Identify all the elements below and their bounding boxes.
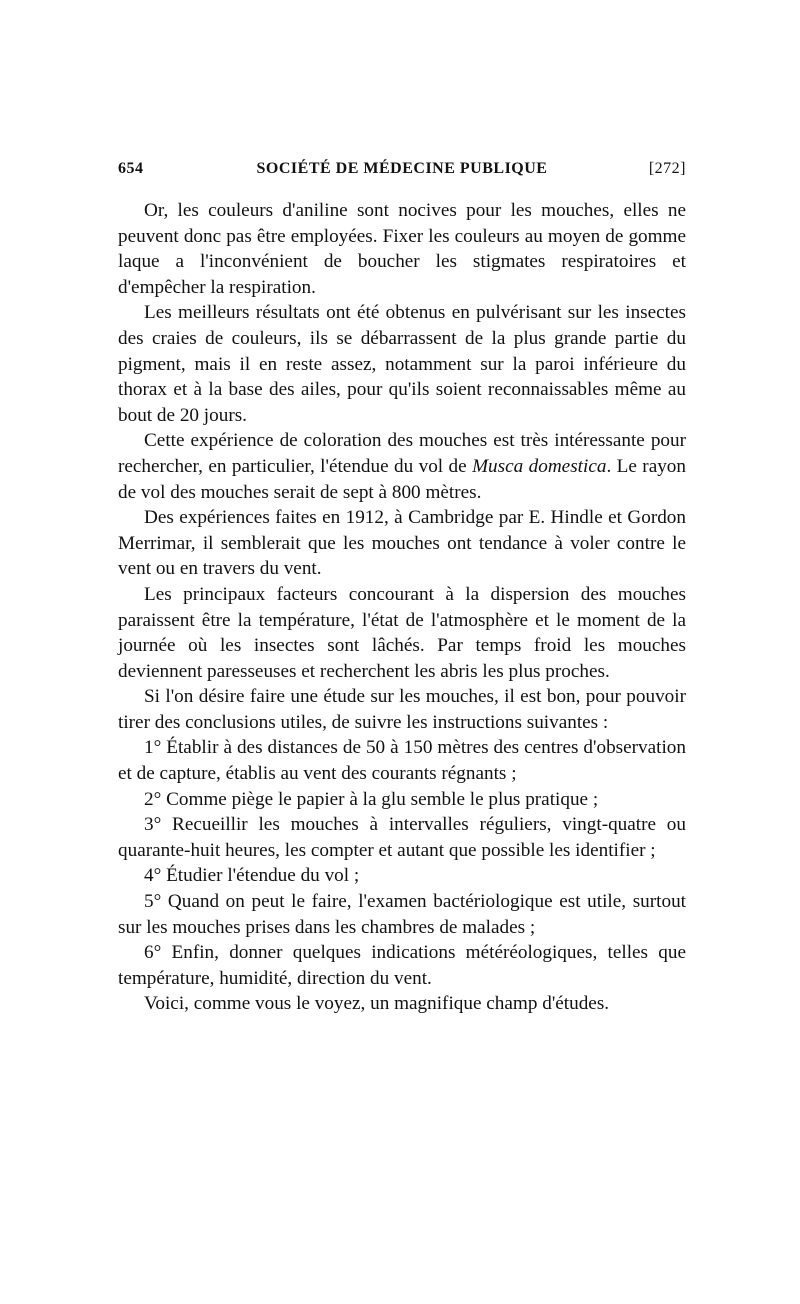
instruction-item: 3° Recueillir les mouches à intervalles réguliers, vingt-quatre ou quarante-huit heures, les compter et autant que possible les identifier ;: [118, 814, 686, 861]
species-name: Musca domestica: [472, 455, 607, 477]
document-page: [118, 160, 686, 1017]
page-reference: [272]: [648, 160, 686, 177]
instruction-item: 5° Quand on peut le faire, l'examen bactériologique est utile, surtout sur les mouches prises dans les chambres de malades ;: [118, 891, 686, 938]
paragraph-text: . Le rayon de vol des mouches serait de sept à 800 mètres.: [118, 455, 686, 503]
paragraph: Or, les couleurs d'aniline sont nocives pour les mouches, elles ne peuvent donc pas être employées. Fixer les couleurs au moyen de gomme laque a l'inconvénient de boucher les stigmates respiratoires et d'empêcher la respiration.: [118, 200, 686, 298]
paragraph: Les meilleurs résultats ont été obtenus en pulvérisant sur les insectes des craies de couleurs, ils se débarrassent de la plus grande partie du pigment, mais il en reste assez, notamment sur la paroi inférieure du thorax et à la base des ailes, pour qu'ils soient reconnaissables même au bout de 20 jours.: [118, 302, 686, 426]
instruction-item: 1° Établir à des distances de 50 à 150 mètres des centres d'observation et de capture, établis au vent des courants régnants ;: [118, 737, 686, 785]
running-title: SOCIÉTÉ DE MÉDECINE PUBLIQUE: [256, 160, 548, 177]
paragraph: Si l'on désire faire une étude sur les mouches, il est bon, pour pouvoir tirer des conclusions utiles, de suivre les instructions suivantes :: [118, 686, 686, 733]
paragraph: [118, 428, 686, 505]
instruction-item: 2° Comme piège le papier à la glu semble le plus pratique ;: [144, 788, 599, 810]
paragraph: Des expériences faites en 1912, à Cambridge par E. Hindle et Gordon Merrimar, il semblerait que les mouches ont tendance à voler contre le vent ou en travers du vent.: [118, 507, 686, 580]
paragraph: Voici, comme vous le voyez, un magnifique champ d'études.: [144, 993, 610, 1015]
paragraph-text: Cette expérience de coloration des mouches est très intéressante pour rechercher, en particulier, l'étendue du vol de: [118, 430, 686, 477]
paragraph: Les principaux facteurs concourant à la dispersion des mouches paraissent être la température, l'état de l'atmosphère et le moment de la journée où les insectes sont lâchés. Par temps froid les mouches deviennent paresseuses et recherchent les abris les plus proches.: [118, 583, 686, 682]
instruction-item: 4° Étudier l'étendue du vol ;: [144, 865, 360, 887]
page-header: [118, 160, 686, 184]
instruction-item: 6° Enfin, donner quelques indications météréologiques, telles que température, humidité, direction du vent.: [118, 942, 686, 989]
page-number: 654: [118, 160, 144, 177]
page-body: [118, 198, 686, 1017]
